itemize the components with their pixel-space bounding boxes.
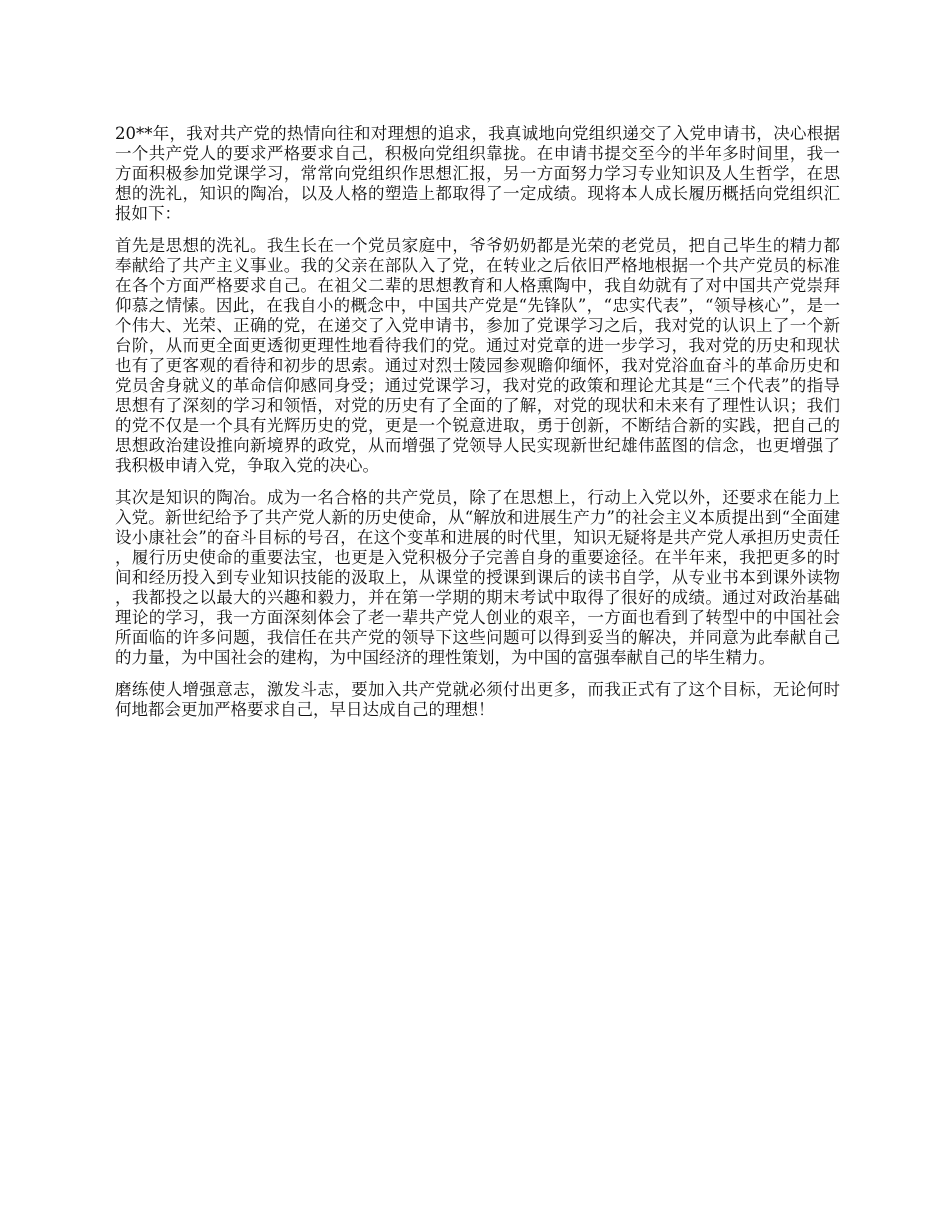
paragraph-conclusion: 磨练使人增强意志，激发斗志，要加入共产党就必须付出更多，而我正式有了这个目标，无论何时何地都会更加严格要求自己，早日达成自己的理想！ — [115, 680, 840, 719]
document-body — [115, 124, 840, 732]
paragraph-ideological-baptism: 首先是思想的洗礼。我生长在一个党员家庭中，爷爷奶奶都是光荣的老党员，把自己毕生的精力都奉献给了共产主义事业。我的父亲在部队入了党，在转业之后依旧严格地根据一个共产党员的标准在各个方面严格要求自己。在祖父二辈的思想教育和人格熏陶中，我自幼就有了对中国共产党崇拜仰慕之情愫。因此，在我自小的概念中，中国共产党是“先锋队”，“忠实代表”，“领导核心”，是一个伟大、光荣、正确的党，在递交了入党申请书，参加了党课学习之后，我对党的认识上了一个新台阶，从而更全面更透彻更理性地看待我们的党。通过对党章的进一步学习，我对党的历史和现状也有了更客观的看待和初步的思索。通过对烈士陵园参观瞻仰缅怀，我对党浴血奋斗的革命历史和党员舍身就义的革命信仰感同身受；通过党课学习，我对党的政策和理论尤其是“三个代表”的指导思想有了深刻的学习和领悟，对党的历史有了全面的了解，对党的现状和未来有了理性认识；我们的党不仅是一个具有光辉历史的党，更是一个锐意进取，勇于创新，不断结合新的实践，把自己的思想政治建设推向新境界的政党，从而增强了党领导人民实现新世纪雄伟蓝图的信念，也更增强了我积极申请入党，争取入党的决心。 — [115, 236, 840, 475]
paragraph-knowledge-cultivation: 其次是知识的陶冶。成为一名合格的共产党员，除了在思想上，行动上入党以外，还要求在能力上入党。新世纪给予了共产党人新的历史使命，从“解放和进展生产力”的社会主义本质提出到“全面建设小康社会”的奋斗目标的号召，在这个变革和进展的时代里，知识无疑将是共产党人承担历史责任，履行历史使命的重要法宝，也更是入党积极分子完善自身的重要途径。在半年来，我把更多的时间和经历投入到专业知识技能的汲取上，从课堂的授课到课后的读书自学，从专业书本到课外读物，我都投之以最大的兴趣和毅力，并在第一学期的期末考试中取得了很好的成绩。通过对政治基础理论的学习，我一方面深刻体会了老一辈共产党人创业的艰辛，一方面也看到了转型中的中国社会所面临的许多问题，我信任在共产党的领导下这些问题可以得到妥当的解决，并同意为此奉献自己的力量，为中国社会的建构，为中国经济的理性策划，为中国的富强奉献自己的毕生精力。 — [115, 488, 840, 667]
paragraph-intro: 20**年，我对共产党的热情向往和对理想的追求，我真诚地向党组织递交了入党申请书，决心根据一个共产党人的要求严格要求自己，积极向党组织靠拢。在申请书提交至今的半年多时间里，我一方面积极参加党课学习，常常向党组织作思想汇报，另一方面努力学习专业知识及人生哲学，在思想的洗礼，知识的陶冶，以及人格的塑造上都取得了一定成绩。现将本人成长履历概括向党组织汇报如下： — [115, 124, 840, 223]
